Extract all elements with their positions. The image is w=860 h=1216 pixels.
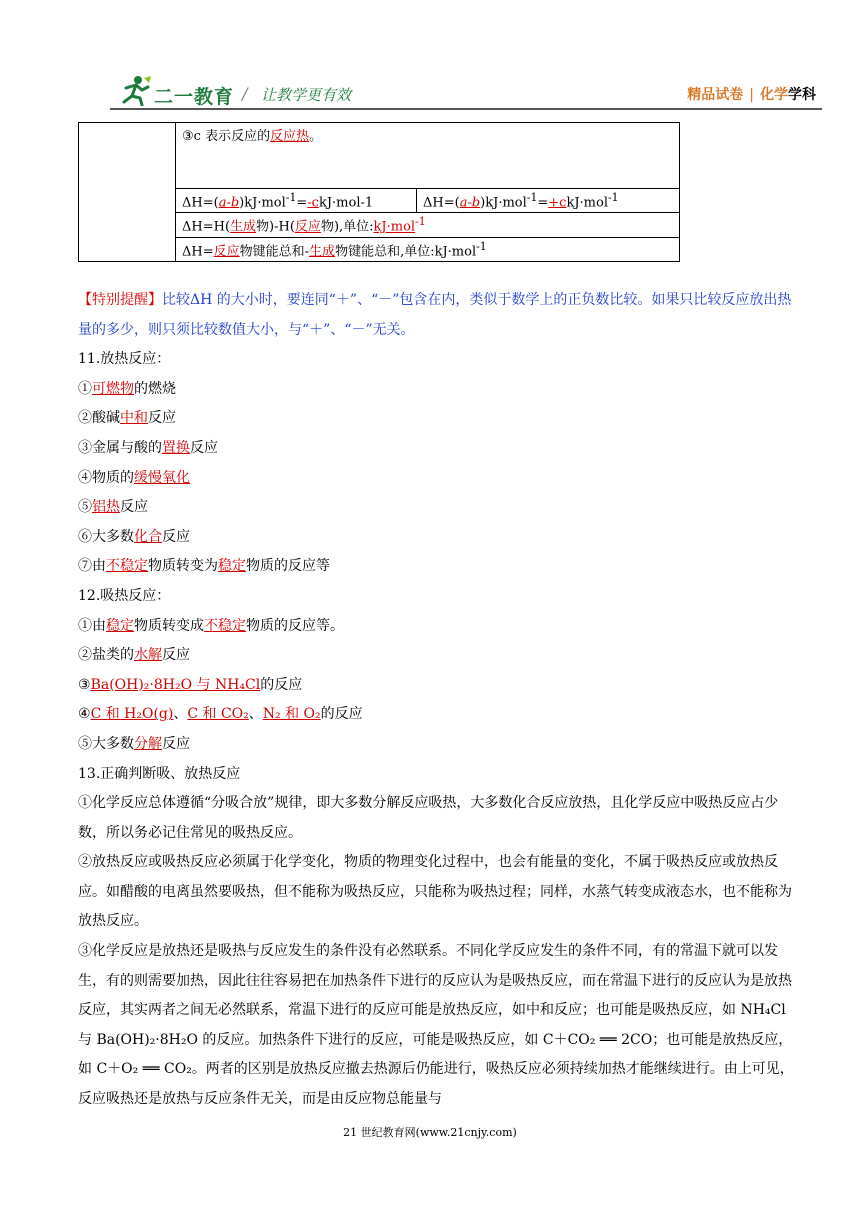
section-title: 13.正确判断吸、放热反应 [78, 765, 241, 782]
enthalpy-table [78, 122, 680, 262]
list-item: ①可燃物的燃烧 [78, 380, 176, 397]
list-item: ②酸碱中和反应 [78, 410, 176, 427]
header-subject-suffix: 学科 [788, 87, 816, 103]
logo-slogan: 让教学更有效 [261, 86, 352, 104]
list-item: ⑦由不稳定物质转变为稳定物质的反应等 [78, 558, 330, 575]
table-row [79, 123, 680, 189]
list-item: ④C 和 H₂O(g)、C 和 CO₂、N₂ 和 O₂的反应 [78, 706, 363, 723]
section-title: 11.放热反应： [78, 351, 171, 368]
table-cell-exothermic-formula: ΔH=(a-b)kJ·mol$^{-1}$=-ckJ·mol-1 [176, 189, 417, 213]
page-footer: 21 世纪教育网(www.21cnjy.com) [343, 1126, 517, 1139]
header-divider [110, 108, 822, 110]
tip-label: 【特别提醒】 [78, 292, 162, 308]
paragraph: ①化学反应总体遵循“分吸合放”规律，即大多数分解反应吸热，大多数化合反应放热，且化学反应中吸热反应占少数，所以务必记住常见的吸热反应。 [78, 795, 779, 841]
logo-text: 二一教育 [154, 86, 235, 108]
table-cell-bond-energy: ΔH=反应物键能总和-生成物键能总和,单位:kJ·mol$^{-1}$ [176, 237, 680, 261]
section-title: 12.吸热反应： [78, 587, 171, 604]
table-left-cell [79, 123, 176, 262]
list-item: ④物质的缓慢氧化 [78, 469, 190, 486]
list-item: ③Ba(OH)₂·8H₂O 与 NH₄Cl的反应 [78, 676, 303, 693]
runner-logo-icon [118, 74, 152, 106]
list-item: ⑤大多数分解反应 [78, 735, 190, 752]
logo-divider: / [242, 84, 248, 103]
table-cell-endothermic-formula: ΔH=(a-b)kJ·mol$^{-1}$=+ckJ·mol$^{-1}$ [417, 189, 680, 213]
list-item: ①由稳定物质转变成不稳定物质的反应等。 [78, 617, 344, 634]
table-cell-enthalpy-definition: ΔH=H(生成物)-H(反应物),单位:kJ·mol$^{-1}$ [176, 213, 680, 237]
table-cell-reaction-heat: ③c 表示反应的反应热。 [176, 123, 680, 189]
paragraph: ②放热反应或吸热反应必须属于化学变化，物质的物理变化过程中，也会有能量的变化，不属于吸热反应或放热反应。如醋酸的电离虽然要吸热，但不能称为吸热反应，只能称为吸热过程；同样，水蒸气转变成液态水，也不能称为放热反应。 [78, 854, 792, 930]
header-subject-name: 化学 [760, 87, 788, 103]
list-item: ⑥大多数化合反应 [78, 528, 190, 545]
list-item: ③金属与酸的置换反应 [78, 439, 218, 456]
page-header [0, 0, 860, 110]
list-item: ②盐类的水解反应 [78, 647, 190, 664]
special-tip [78, 286, 794, 345]
header-separator: | [749, 87, 754, 103]
paragraph: ③化学反应是放热还是吸热与反应发生的条件没有必然联系。不同化学反应发生的条件不同，有的常温下就可以发生，有的则需要加热，因此往往容易把在加热条件下进行的反应认为是吸热反应，而在常温下进行的反应认为是放热反应，其实两者之间无必然联系，常温下进行的反应可能是放热反应，如中和反应；也可能是吸热反应，如 NH₄Cl 与 Ba(OH)₂·8H₂O 的反应。加热条件下进行的反应，可能是吸热反应，如 C＋CO₂ ══ 2CO；也可能是放热反应，如 C＋O₂ ══ CO₂。两者的区别是放热反应撤去热源后仍能进行，吸热反应必须持续加热才能继续进行。由上可见，反应吸热还是放热与反应条件无关，而是由反应物总能量与 [78, 943, 794, 1108]
document-body [78, 286, 794, 1115]
list-item: ⑤铝热反应 [78, 499, 148, 516]
header-subject [687, 84, 816, 104]
header-tag: 精品试卷 [687, 87, 744, 103]
tip-text: 比较ΔH 的大小时，要连同“＋”、“－”包含在内，类似于数学上的正负数比较。如果只比较反应放出热量的多少，则只须比较数值大小，与“＋”、“－”无关。 [78, 292, 792, 338]
